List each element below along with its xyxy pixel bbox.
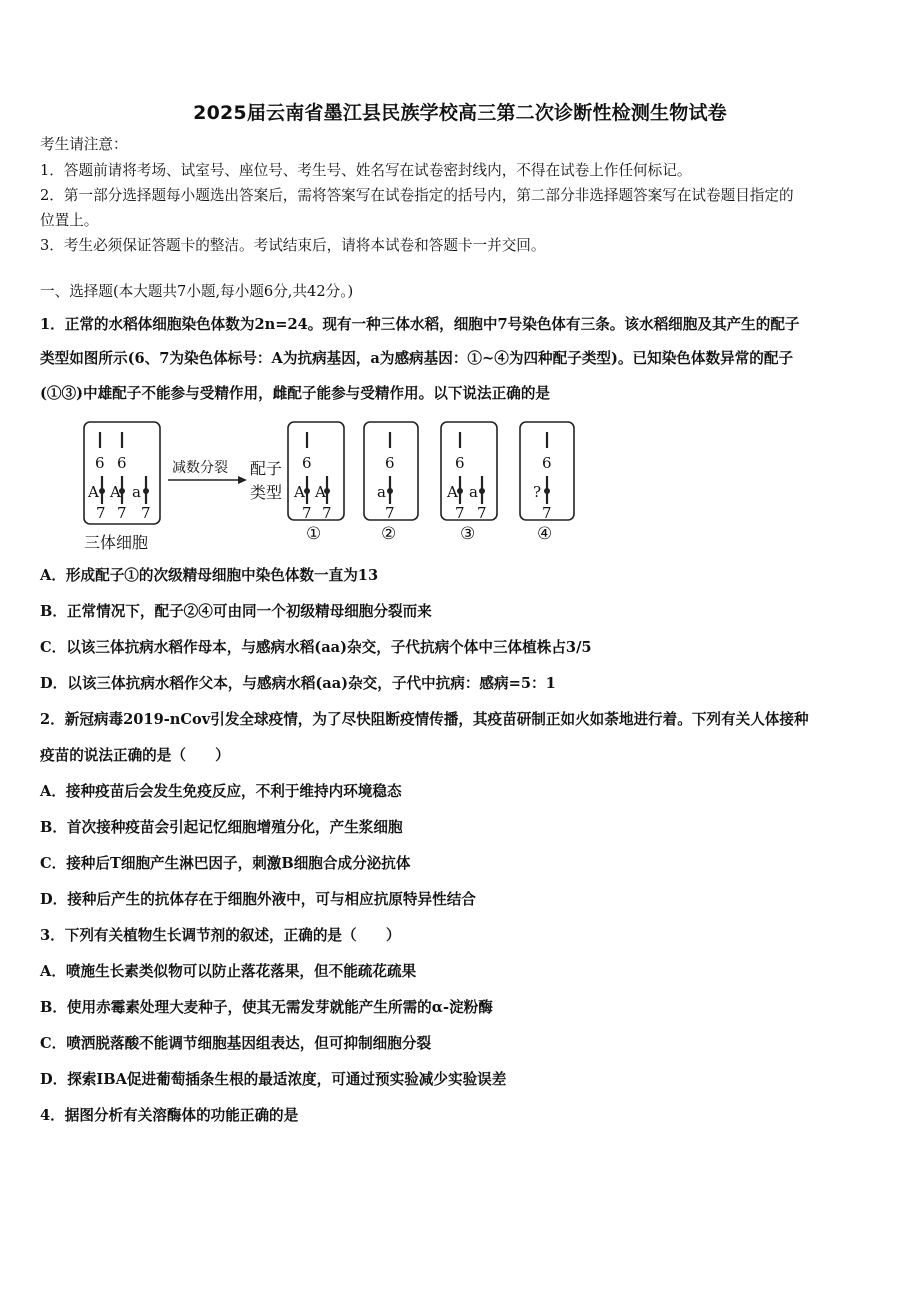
chr7-label: 7	[385, 504, 395, 522]
q4-stem: 4．据图分析有关溶酶体的功能正确的是	[40, 1107, 299, 1124]
chr6-label: 6	[95, 454, 105, 472]
meiosis-arrowhead	[238, 476, 247, 484]
gamete-type-label: 配子	[250, 459, 283, 478]
gamete-box-1	[288, 422, 344, 520]
triploid-cell-label: 三体细胞	[84, 533, 149, 552]
gamete-number: ③	[460, 524, 476, 544]
gamete-box-3	[441, 422, 497, 520]
notice-item: 3．考生必须保证答题卡的整洁。考试结束后，请将本试卷和答题卡一并交回。	[40, 237, 546, 254]
q3-option: C．喷洒脱落酸不能调节细胞基因组表达，但可抑制细胞分裂	[40, 1035, 432, 1052]
q3-option: A．喷施生长素类似物可以防止落花落果，但不能疏花疏果	[40, 963, 417, 980]
q2-option: B．首次接种疫苗会引起记忆细胞增殖分化，产生浆细胞	[40, 819, 403, 836]
q3-option: B．使用赤霉素处理大麦种子，使其无需发芽就能产生所需的α-淀粉酶	[40, 999, 493, 1016]
chr7-label: 7	[542, 504, 552, 522]
allele-unknown-label: ?	[533, 483, 542, 501]
chr7-label: 7	[477, 504, 487, 522]
q3-stem: 3．下列有关植物生长调节剂的叙述，正确的是（ ）	[40, 927, 401, 944]
section-heading: 一、选择题(本大题共7小题,每小题6分,共42分。)	[40, 283, 354, 300]
arrow-label: 减数分裂	[172, 460, 228, 476]
allele-label: A	[88, 483, 99, 501]
chr7-label: 7	[141, 504, 151, 522]
gamete-type-label: 类型	[250, 483, 283, 502]
chromosome-diagram	[80, 418, 590, 558]
q2-option: C．接种后T细胞产生淋巴因子，刺激B细胞合成分泌抗体	[40, 855, 411, 872]
chr7-label: 7	[455, 504, 465, 522]
notice-heading: 考生请注意：	[40, 136, 128, 153]
chr6-label: 6	[117, 454, 127, 472]
chr6-label: 6	[455, 454, 465, 472]
q1-option: A．形成配子①的次级精母细胞中染色体数一直为13	[40, 567, 379, 584]
chr7-label: 7	[96, 504, 106, 522]
gamete-number: ①	[306, 524, 322, 544]
q2-stem-line: 疫苗的说法正确的是（ ）	[40, 747, 230, 764]
allele-label: a	[469, 483, 478, 501]
q2-option: D．接种后产生的抗体存在于细胞外液中，可与相应抗原特异性结合	[40, 891, 476, 908]
gamete-number: ④	[537, 524, 553, 544]
chr7-label: 7	[302, 504, 312, 522]
allele-label: a	[132, 483, 141, 501]
allele-label: A	[110, 483, 121, 501]
q2-stem-line: 2．新冠病毒2019-nCov引发全球疫情，为了尽快阻断疫情传播，其疫苗研制正如火如荼地进行着。下列有关人体接种	[40, 711, 809, 728]
chr6-label: 6	[385, 454, 395, 472]
chromosome-figure	[80, 418, 590, 558]
chr7-label: 7	[322, 504, 332, 522]
q1-stem-line: 1．正常的水稻体细胞染色体数为2n=24。现有一种三体水稻，细胞中7号染色体有三条。该水稻细胞及其产生的配子	[40, 316, 800, 333]
q2-option: A．接种疫苗后会发生免疫反应，不利于维持内环境稳态	[40, 783, 402, 800]
notice-item: 位置上。	[40, 212, 99, 229]
q1-option: B．正常情况下，配子②④可由同一个初级精母细胞分裂而来	[40, 603, 432, 620]
page-title: 2025届云南省墨江县民族学校高三第二次诊断性检测生物试卷	[193, 102, 727, 124]
notice-item: 2．第一部分选择题每小题选出答案后，需将答案写在试卷指定的括号内，第二部分非选择题答案写在试卷题目指定的	[40, 187, 794, 204]
allele-label: A	[294, 483, 305, 501]
gamete-number: ②	[381, 524, 397, 544]
q1-stem-line: 类型如图所示(6、7为染色体标号：A为抗病基因，a为感病基因：①~④为四种配子类型)。已知染色体数异常的配子	[40, 350, 794, 367]
allele-label: A	[447, 483, 458, 501]
chr6-label: 6	[302, 454, 312, 472]
q3-option: D．探索IBA促进葡萄插条生根的最适浓度，可通过预实验减少实验误差	[40, 1071, 507, 1088]
chr7-label: 7	[117, 504, 127, 522]
chr6-label: 6	[542, 454, 552, 472]
q1-stem-line: (①③)中雄配子不能参与受精作用，雌配子能参与受精作用。以下说法正确的是	[40, 385, 551, 402]
notice-item: 1．答题前请将考场、试室号、座位号、考生号、姓名写在试卷密封线内，不得在试卷上作任何标记。	[40, 162, 692, 179]
q1-option: D．以该三体抗病水稻作父本，与感病水稻(aa)杂交，子代中抗病：感病=5：1	[40, 675, 556, 692]
q1-option: C．以该三体抗病水稻作母本，与感病水稻(aa)杂交，子代抗病个体中三体植株占3/5	[40, 639, 592, 656]
allele-label: a	[377, 483, 386, 501]
allele-label: A	[315, 483, 326, 501]
